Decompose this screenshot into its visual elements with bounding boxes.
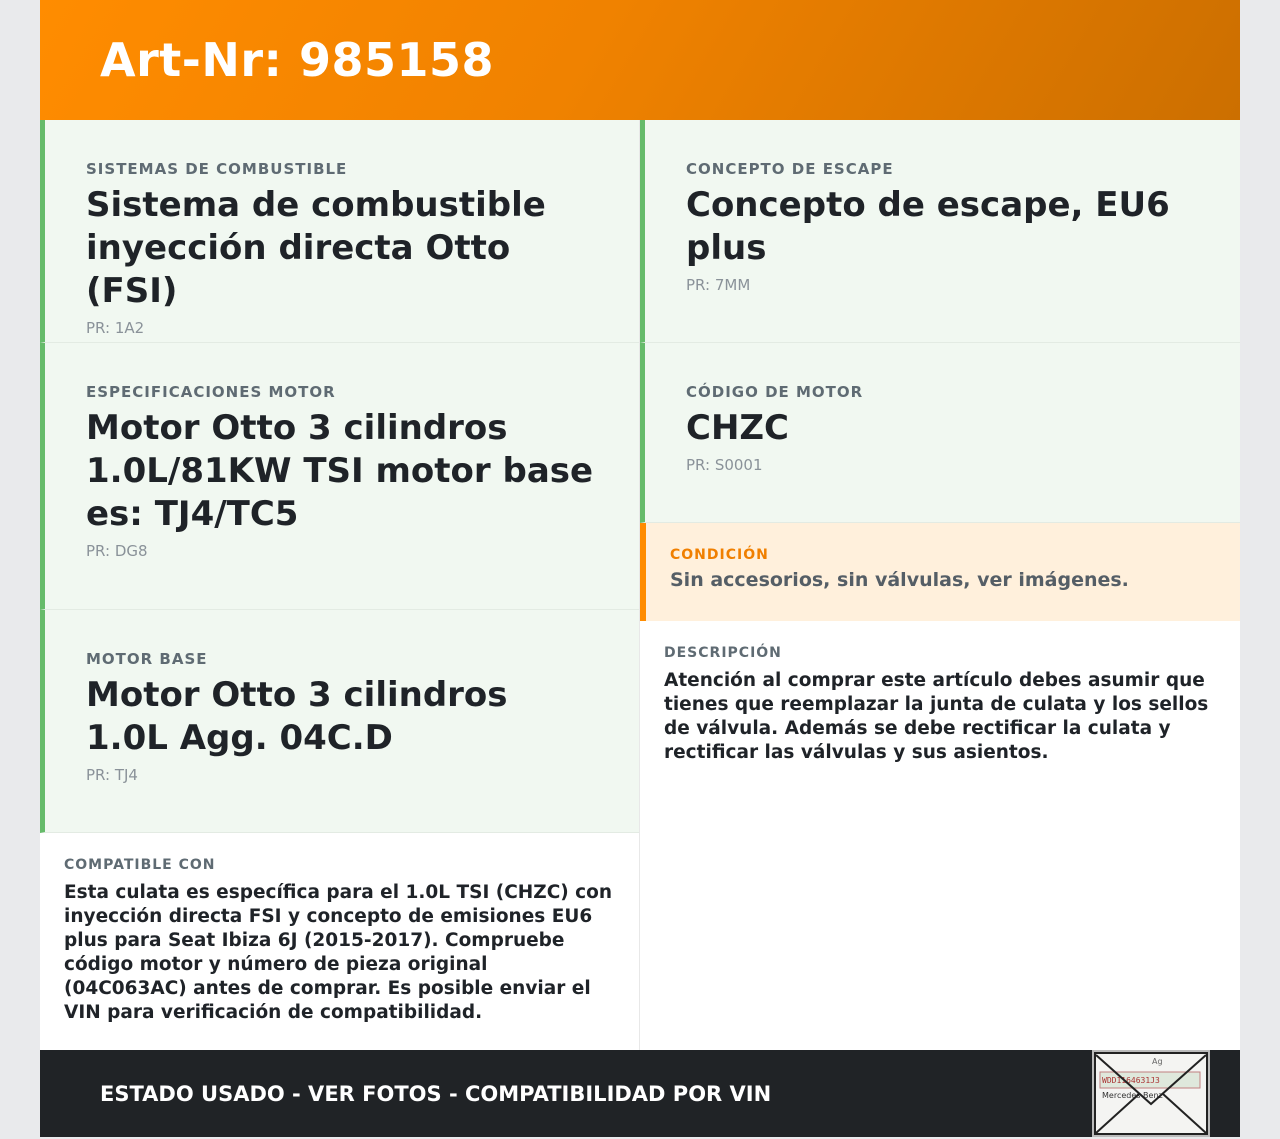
spec-label: CONCEPTO DE ESCAPE — [686, 160, 894, 178]
envelope-icon — [1094, 1052, 1208, 1135]
compatible-section — [40, 833, 639, 1025]
spec-card-base-engine — [40, 610, 639, 833]
left-column — [40, 120, 640, 1050]
compatible-label: COMPATIBLE CON — [64, 857, 216, 873]
spec-card-fuel-system — [40, 120, 639, 343]
spec-card-exhaust-concept — [640, 120, 1240, 343]
spec-card-engine-specs — [40, 343, 639, 610]
spec-label: MOTOR BASE — [86, 650, 208, 668]
spec-label: SISTEMAS DE COMBUSTIBLE — [86, 160, 348, 178]
spec-value: Sistema de combustible inyección directa Otto (FSI) — [86, 185, 546, 311]
spec-card-engine-code — [640, 343, 1240, 523]
spec-pr-code: PR: S0001 — [686, 456, 763, 474]
thumb-text-vin: WDD1164631J3 — [1102, 1076, 1160, 1085]
registration-document-thumbnail[interactable] — [1092, 1050, 1210, 1137]
spec-pr-code: PR: TJ4 — [86, 766, 138, 784]
description-text: Atención al comprar este artículo debes asumir que tienes que reemplazar la junta de culata y los sellos de válvula. Además se debe rectificar la culata y rectificar las válvulas y sus asientos. — [664, 670, 1209, 763]
thumb-text-brand: Mercedes-Benz — [1102, 1091, 1163, 1100]
article-number-title: Art-Nr: 985158 — [100, 33, 495, 87]
spec-value: Concepto de escape, EU6 plus — [686, 185, 1170, 268]
description-label: DESCRIPCIÓN — [664, 645, 782, 661]
footer-bar — [40, 1050, 1240, 1137]
compatible-text: Esta culata es específica para el 1.0L TSI (CHZC) con inyección directa FSI y concepto de emisiones EU6 plus para Seat Ibiza 6J (2015-2017). Compruebe código motor y número de pieza original (04C063AC) antes de comprar. Es posible enviar el VIN para verificación de compatibilidad. — [64, 882, 613, 1023]
spec-value: CHZC — [686, 408, 790, 448]
description-section — [640, 621, 1240, 765]
spec-grid — [40, 120, 1240, 1050]
spec-pr-code: PR: 1A2 — [86, 319, 145, 337]
thumb-text-ag: Ag — [1152, 1057, 1163, 1066]
condition-box — [640, 523, 1240, 621]
header-banner — [40, 0, 1240, 120]
condition-label: CONDICIÓN — [670, 547, 769, 563]
spec-label: CÓDIGO DE MOTOR — [686, 383, 864, 401]
spec-value: Motor Otto 3 cilindros 1.0L Agg. 04C.D — [86, 675, 508, 758]
spec-pr-code: PR: 7MM — [686, 276, 751, 294]
product-sheet — [40, 0, 1240, 1137]
spec-value: Motor Otto 3 cilindros 1.0L/81KW TSI motor base es: TJ4/TC5 — [86, 408, 594, 534]
right-column — [640, 120, 1240, 1050]
footer-status-text: ESTADO USADO - VER FOTOS - COMPATIBILIDAD POR VIN — [100, 1081, 772, 1106]
spec-label: ESPECIFICACIONES MOTOR — [86, 383, 336, 401]
spec-pr-code: PR: DG8 — [86, 542, 148, 560]
condition-text: Sin accesorios, sin válvulas, ver imágenes. — [670, 569, 1129, 591]
